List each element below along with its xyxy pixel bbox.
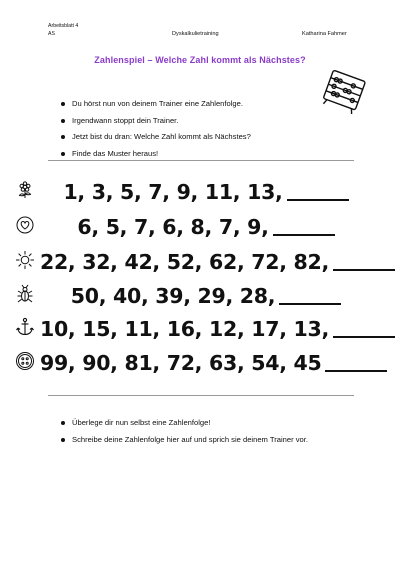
task-item: Überlege dir nun selbst eine Zahlenfolge! bbox=[60, 417, 360, 428]
sequence-numbers: 10, 15, 11, 16, 12, 17, 13, bbox=[40, 317, 329, 341]
divider-top bbox=[48, 160, 354, 161]
button-icon bbox=[15, 351, 35, 371]
sequence-numbers: 6, 5, 7, 6, 8, 7, 9, bbox=[77, 215, 269, 239]
intro-item: Irgendwann stoppt dein Trainer. bbox=[60, 115, 251, 126]
intro-item: Finde das Muster heraus! bbox=[60, 148, 251, 159]
sheet-label: Arbeitsblatt 4 bbox=[48, 23, 79, 29]
sequence-numbers: 50, 40, 39, 29, 28, bbox=[70, 284, 276, 308]
answer-blank[interactable] bbox=[273, 234, 335, 236]
answer-blank[interactable] bbox=[333, 336, 395, 338]
answer-blank[interactable] bbox=[325, 370, 387, 372]
sheet-code: AS bbox=[48, 30, 55, 37]
header-left bbox=[48, 23, 78, 38]
sequence-row-4 bbox=[40, 284, 372, 308]
task-item: Schreibe deine Zahlenfolge hier auf und sprich sie deinem Trainer vor. bbox=[60, 434, 360, 445]
sequence-numbers: 1, 3, 5, 7, 9, 11, 13, bbox=[63, 180, 283, 204]
sequence-numbers: 22, 32, 42, 52, 62, 72, 82, bbox=[40, 250, 329, 274]
sequence-row-5 bbox=[40, 317, 372, 341]
worksheet-title: Zahlenspiel – Welche Zahl kommt als Nächstes? bbox=[94, 55, 306, 65]
task-list bbox=[60, 417, 360, 450]
divider-bottom bbox=[48, 395, 354, 396]
heart-icon bbox=[15, 215, 35, 235]
answer-blank[interactable] bbox=[287, 199, 349, 201]
sequence-numbers: 99, 90, 81, 72, 63, 54, 45 bbox=[40, 351, 322, 375]
anchor-icon bbox=[15, 317, 35, 337]
sequence-row-2 bbox=[40, 215, 372, 239]
sequence-row-3 bbox=[40, 250, 372, 274]
bug-icon bbox=[15, 284, 35, 304]
author-name: Katharina Fahmer bbox=[302, 31, 347, 37]
flower-icon bbox=[15, 180, 35, 200]
answer-blank[interactable] bbox=[279, 303, 341, 305]
intro-list bbox=[60, 98, 251, 165]
sun-icon bbox=[15, 250, 35, 270]
answer-blank[interactable] bbox=[333, 269, 395, 271]
intro-item: Du hörst nun von deinem Trainer eine Zahlenfolge. bbox=[60, 98, 251, 109]
course-name: Dyskalkulietraining bbox=[172, 31, 219, 37]
sequence-row-1 bbox=[40, 180, 372, 204]
abacus-icon bbox=[321, 68, 367, 114]
sequence-row-6 bbox=[40, 351, 372, 375]
intro-item: Jetzt bist du dran: Welche Zahl kommt als Nächstes? bbox=[60, 131, 251, 142]
